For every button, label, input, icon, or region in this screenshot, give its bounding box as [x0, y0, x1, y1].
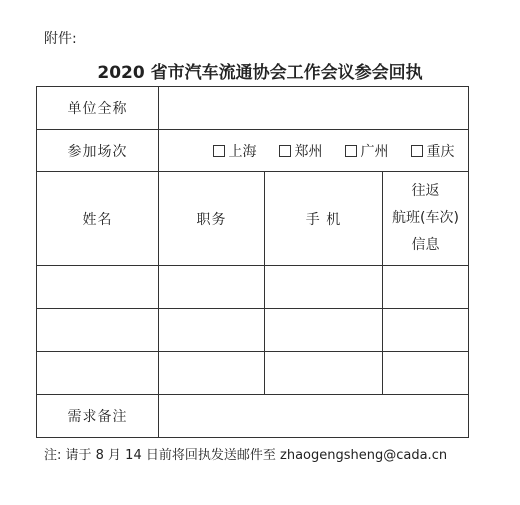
session-label-shanghai: 上海 — [228, 143, 257, 160]
session-label-zhengzhou: 郑州 — [294, 143, 323, 160]
attendee-position-field[interactable] — [159, 309, 265, 352]
attendee-name-field[interactable] — [37, 352, 159, 395]
unit-name-row — [37, 87, 469, 130]
session-option-guangzhou[interactable] — [345, 141, 389, 161]
session-option-zhengzhou[interactable] — [279, 141, 323, 161]
attendee-travel-field[interactable] — [383, 309, 469, 352]
attendee-travel-field[interactable] — [383, 352, 469, 395]
registration-form-table — [36, 86, 469, 438]
form-title: 2020 省市汽车流通协会工作会议参会回执 — [97, 63, 423, 83]
contact-email-link[interactable]: zhaogengsheng@cada.cn — [280, 448, 448, 463]
checkbox-icon[interactable] — [279, 145, 291, 157]
checkbox-icon[interactable] — [345, 145, 357, 157]
session-options — [159, 130, 469, 172]
checkbox-icon[interactable] — [411, 145, 423, 157]
attendee-position-field[interactable] — [159, 266, 265, 309]
column-header-position: 职务 — [159, 172, 265, 266]
travel-header-line1: 往返 — [411, 183, 440, 199]
column-header-name: 姓名 — [37, 172, 159, 266]
attendee-name-field[interactable] — [37, 266, 159, 309]
session-option-chongqing[interactable] — [411, 141, 455, 161]
attendee-phone-field[interactable] — [265, 309, 383, 352]
attendee-phone-field[interactable] — [265, 352, 383, 395]
notes-row — [37, 395, 469, 438]
notes-field[interactable] — [159, 395, 469, 438]
footer-note-text: 注: 请于 8 月 14 日前将回执发送邮件至 — [44, 448, 276, 463]
session-label: 参加场次 — [37, 130, 159, 172]
attendee-phone-field[interactable] — [265, 266, 383, 309]
attendee-row — [37, 309, 469, 352]
attendee-row — [37, 352, 469, 395]
session-option-shanghai[interactable] — [213, 141, 257, 161]
attendee-position-field[interactable] — [159, 352, 265, 395]
travel-header-line2: 航班(车次) — [392, 210, 459, 226]
travel-header-line3: 信息 — [411, 237, 440, 253]
session-label-guangzhou: 广州 — [360, 143, 389, 160]
checkbox-icon[interactable] — [213, 145, 225, 157]
attendee-name-field[interactable] — [37, 309, 159, 352]
session-row — [37, 130, 469, 172]
unit-name-label: 单位全称 — [37, 87, 159, 130]
footer-note — [44, 444, 447, 463]
notes-label: 需求备注 — [37, 395, 159, 438]
session-label-chongqing: 重庆 — [426, 143, 455, 160]
attendee-travel-field[interactable] — [383, 266, 469, 309]
attachment-label: 附件: — [44, 31, 77, 47]
column-header-phone: 手 机 — [265, 172, 383, 266]
unit-name-field[interactable] — [159, 87, 469, 130]
column-header-row — [37, 172, 469, 266]
attendee-row — [37, 266, 469, 309]
column-header-travel — [383, 172, 469, 266]
